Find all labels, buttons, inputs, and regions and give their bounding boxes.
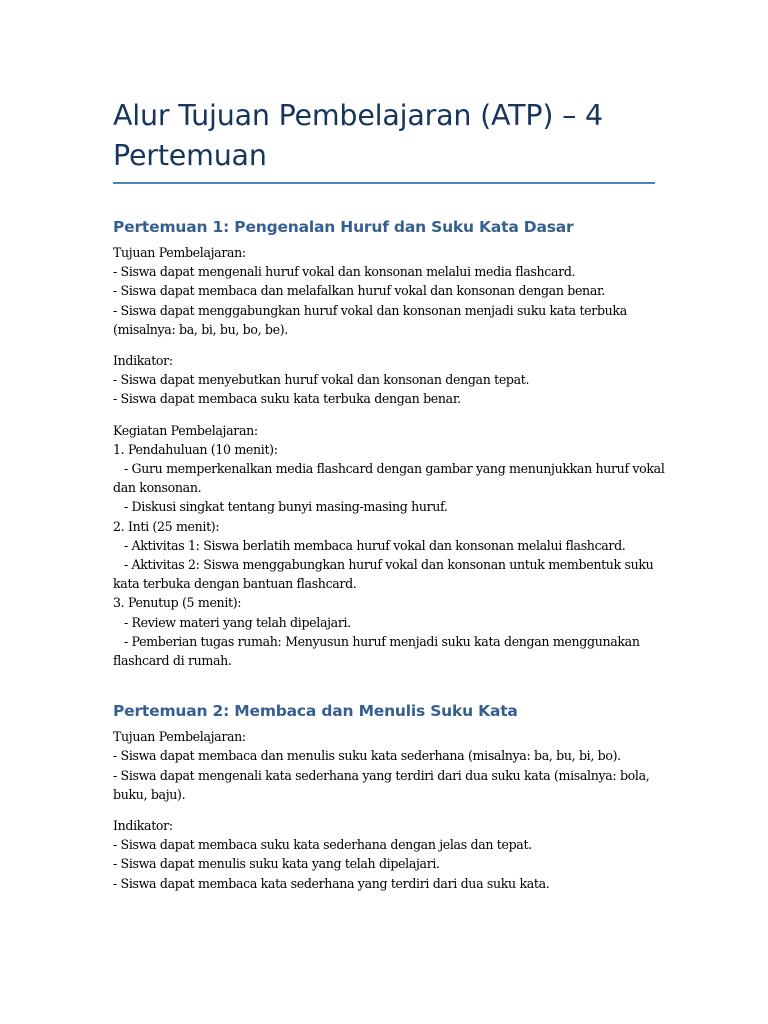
kegiatan-subitem: - Aktivitas 1: Siswa berlatih membaca huruf vokal dan konsonan melalui flashcard. <box>113 537 626 553</box>
document-title <box>113 96 655 176</box>
indikator-item: - Siswa dapat membaca suku kata terbuka dengan benar. <box>113 391 461 407</box>
kegiatan-subitem: - Review materi yang telah dipelajari. <box>113 614 351 630</box>
kegiatan-subitem: - Pemberian tugas rumah: Menyusun huruf menjadi suku kata dengan menggunakan <box>113 633 640 649</box>
kegiatan-subitem: - Guru memperkenalkan media flashcard dengan gambar yang menunjukkan huruf vokal <box>113 461 665 477</box>
kegiatan-step: 1. Pendahuluan (10 menit): <box>113 441 278 457</box>
tujuan-item-continued: (misalnya: ba, bi, bu, bo, be). <box>113 321 288 337</box>
indikator-label: Indikator: <box>113 353 173 369</box>
kegiatan-subitem-continued: flashcard di rumah. <box>113 653 232 669</box>
pertemuan-1-indikator <box>113 351 655 409</box>
title-line-2: Pertemuan <box>113 139 267 172</box>
pertemuan-1-heading: Pertemuan 1: Pengenalan Huruf dan Suku Kata Dasar <box>113 218 574 236</box>
kegiatan-subitem-continued: kata terbuka dengan bantuan flashcard. <box>113 576 357 592</box>
pertemuan-2-indikator <box>113 816 655 893</box>
title-line-1: Alur Tujuan Pembelajaran (ATP) – 4 <box>113 99 603 132</box>
tujuan-item: - Siswa dapat membaca dan menulis suku kata sederhana (misalnya: ba, bu, bi, bo). <box>113 748 621 764</box>
document-page <box>113 96 665 893</box>
pertemuan-1-tujuan <box>113 243 655 339</box>
tujuan-item: - Siswa dapat menggabungkan huruf vokal dan konsonan menjadi suku kata terbuka <box>113 302 627 318</box>
pertemuan-1-kegiatan <box>113 421 665 671</box>
kegiatan-step: 3. Penutup (5 menit): <box>113 595 242 611</box>
tujuan-item: - Siswa dapat membaca dan melafalkan huruf vokal dan konsonan dengan benar. <box>113 283 605 299</box>
indikator-item: - Siswa dapat membaca suku kata sederhana dengan jelas dan tepat. <box>113 837 532 853</box>
kegiatan-subitem-continued: dan konsonan. <box>113 480 202 496</box>
pertemuan-2-heading: Pertemuan 2: Membaca dan Menulis Suku Kata <box>113 702 518 721</box>
tujuan-item: - Siswa dapat mengenali huruf vokal dan konsonan melalui media flashcard. <box>113 264 576 280</box>
tujuan-label: Tujuan Pembelajaran: <box>113 729 246 745</box>
kegiatan-subitem: - Aktivitas 2: Siswa menggabungkan huruf vokal dan konsonan untuk membentuk suku <box>113 557 654 573</box>
kegiatan-step: 2. Inti (25 menit): <box>113 518 220 534</box>
indikator-item: - Siswa dapat menulis suku kata yang telah dipelajari. <box>113 856 440 872</box>
tujuan-item: - Siswa dapat mengenali kata sederhana yang terdiri dari dua suku kata (misalnya: bola, <box>113 767 650 783</box>
indikator-label: Indikator: <box>113 818 173 834</box>
tujuan-label: Tujuan Pembelajaran: <box>113 245 246 260</box>
tujuan-item-continued: buku, baju). <box>113 786 186 802</box>
title-underline <box>113 182 655 184</box>
indikator-item: - Siswa dapat menyebutkan huruf vokal dan konsonan dengan tepat. <box>113 372 530 388</box>
kegiatan-subitem: - Diskusi singkat tentang bunyi masing-masing huruf. <box>113 499 448 515</box>
kegiatan-label: Kegiatan Pembelajaran: <box>113 422 258 438</box>
indikator-item: - Siswa dapat membaca kata sederhana yang terdiri dari dua suku kata. <box>113 875 550 891</box>
pertemuan-2-tujuan <box>113 727 655 804</box>
